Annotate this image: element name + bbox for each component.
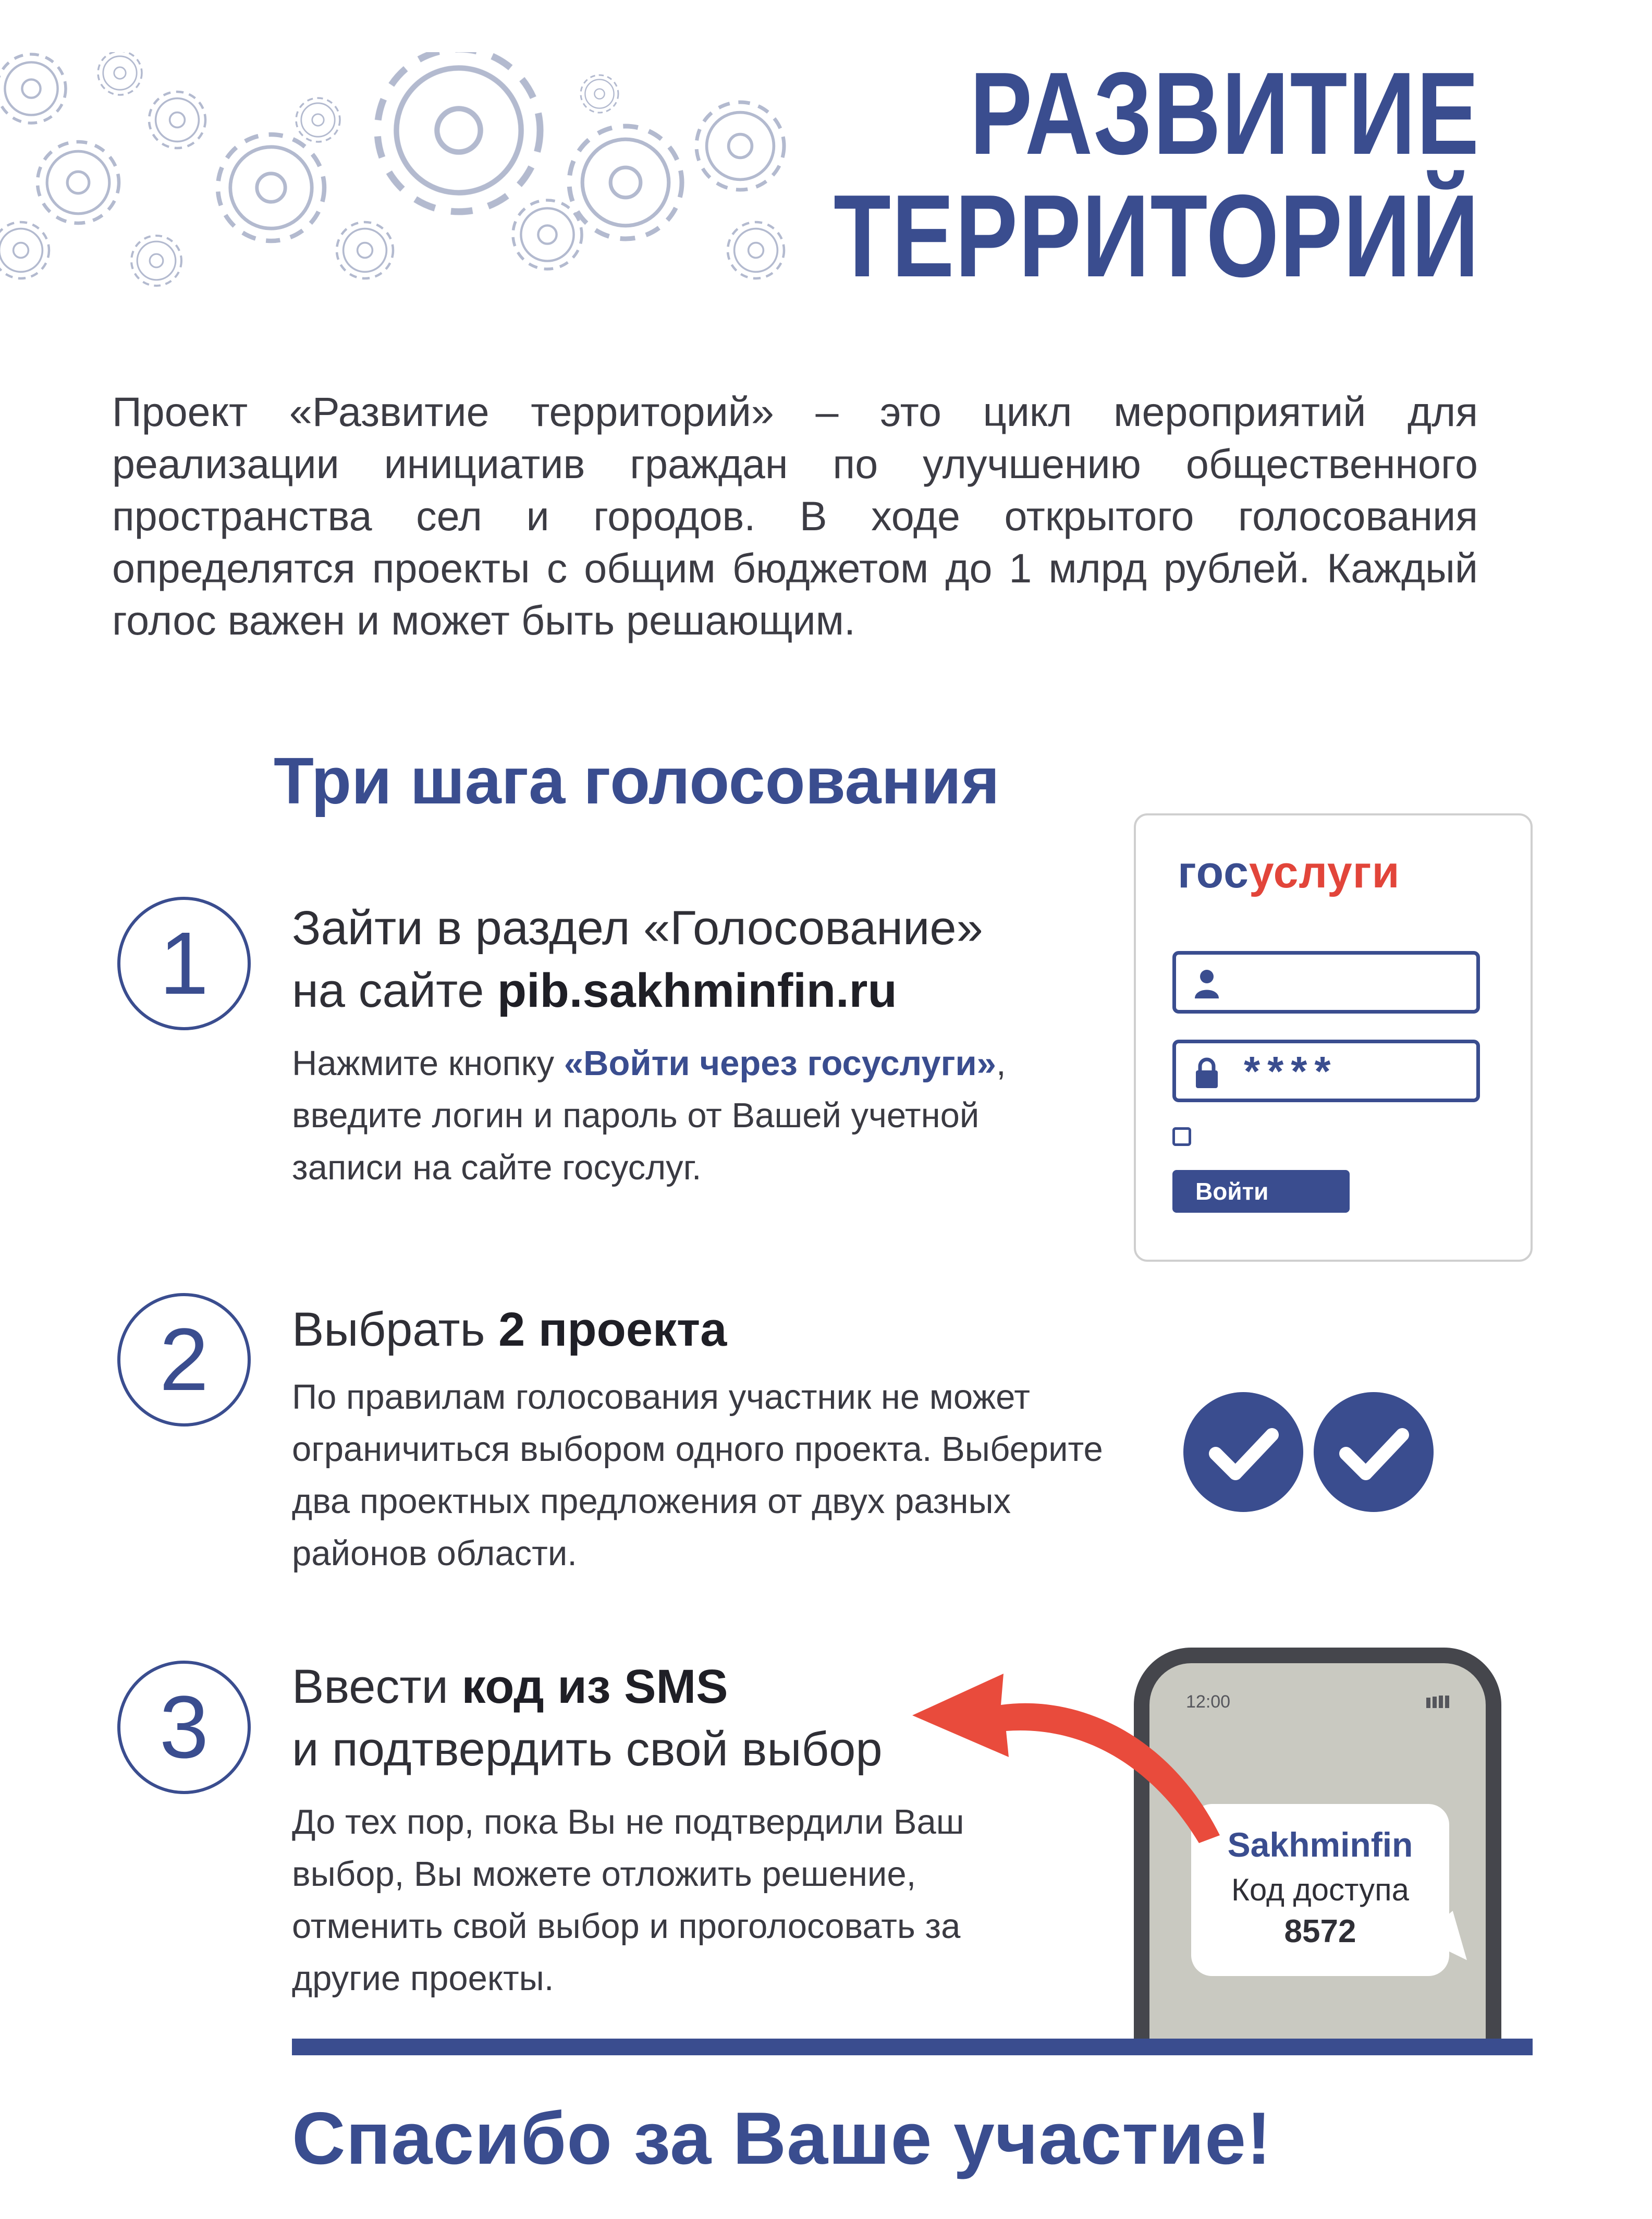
gosuslugi-logo <box>1178 847 1400 898</box>
check-icon <box>1314 1392 1434 1512</box>
sms-sender: Sakhminfin <box>1227 1825 1413 1864</box>
steps-title: Три шага голосования <box>274 744 1000 818</box>
sms-code: 8572 <box>1284 1913 1356 1949</box>
logo-part-2: услуги <box>1249 847 1400 897</box>
sms-label: Код доступа <box>1231 1872 1410 1907</box>
step-1-number: 1 <box>117 897 251 1030</box>
step-1-heading <box>292 897 983 1022</box>
logo-part-1: гос <box>1178 847 1249 897</box>
step-2-heading-bold: 2 проекта <box>498 1303 727 1356</box>
gears-decoration <box>0 52 824 292</box>
phone-time: 12:00 <box>1186 1692 1231 1712</box>
site-link[interactable]: pib.sakhminfin.ru <box>497 964 897 1017</box>
step-2-heading <box>292 1298 727 1361</box>
step-3-heading-line2: и подтвердить свой выбор <box>292 1723 883 1776</box>
intro-paragraph: Проект «Развитие территорий» – это цикл мероприятий для реализации инициатив граждан по улучшению общественного пространства сел и городов. В ходе открытого голосования определятся проекты с общим бюджетом до 1 млрд рублей. Каждый голос важен и может быть решающим. <box>112 388 1478 643</box>
thanks-heading: Спасибо за Ваше участие! <box>292 2097 1272 2180</box>
step-1-heading-pre: на сайте <box>292 964 497 1017</box>
step-2-heading-pre: Выбрать <box>292 1303 499 1356</box>
step-1-body-post: , введите логин и пароль от Вашей учетной записи на сайте госуслуг. <box>292 1044 1006 1187</box>
signal-icon <box>1426 1696 1449 1708</box>
check-icon <box>1183 1392 1303 1512</box>
arrow-icon <box>897 1637 1262 1856</box>
password-field[interactable] <box>1172 1040 1480 1102</box>
step-3-heading-pre: Ввести <box>292 1660 462 1713</box>
remember-checkbox[interactable] <box>1172 1127 1191 1146</box>
gosuslugi-login-card <box>1134 813 1533 1262</box>
step-2-number: 2 <box>117 1293 251 1427</box>
step-1-heading-line1: Зайти в раздел «Голосование» <box>292 901 983 955</box>
step-3-number: 3 <box>117 1661 251 1794</box>
login-field[interactable] <box>1172 951 1480 1014</box>
page-title <box>834 47 1480 301</box>
footer-divider <box>292 2039 1533 2055</box>
lock-icon <box>1194 1057 1220 1089</box>
step-1-body <box>292 1038 1095 1194</box>
password-mask: **** <box>1244 1048 1338 1094</box>
title-line-2: ТЕРРИТОРИЙ <box>834 170 1480 301</box>
step-1-body-pre: Нажмите кнопку <box>292 1044 564 1083</box>
login-button[interactable]: Войти <box>1172 1170 1350 1213</box>
step-3-heading-bold: код из SMS <box>461 1660 728 1713</box>
step-3-heading <box>292 1655 882 1781</box>
step-3-body: До тех пор, пока Вы не подтвердили Ваш выбор, Вы можете отложить решение, отменить свой выбор и проголосовать за другие проекты. <box>292 1802 964 1998</box>
title-line-1: РАЗВИТИЕ <box>970 47 1480 179</box>
user-icon <box>1194 968 1220 999</box>
gosuslugi-login-hint: «Войти через госуслуги» <box>564 1044 996 1083</box>
step-2-body: По правилам голосования участник не может ограничиться выбором одного проекта. Выберите два проектных предложения от двух разных районов области. <box>292 1377 1103 1573</box>
